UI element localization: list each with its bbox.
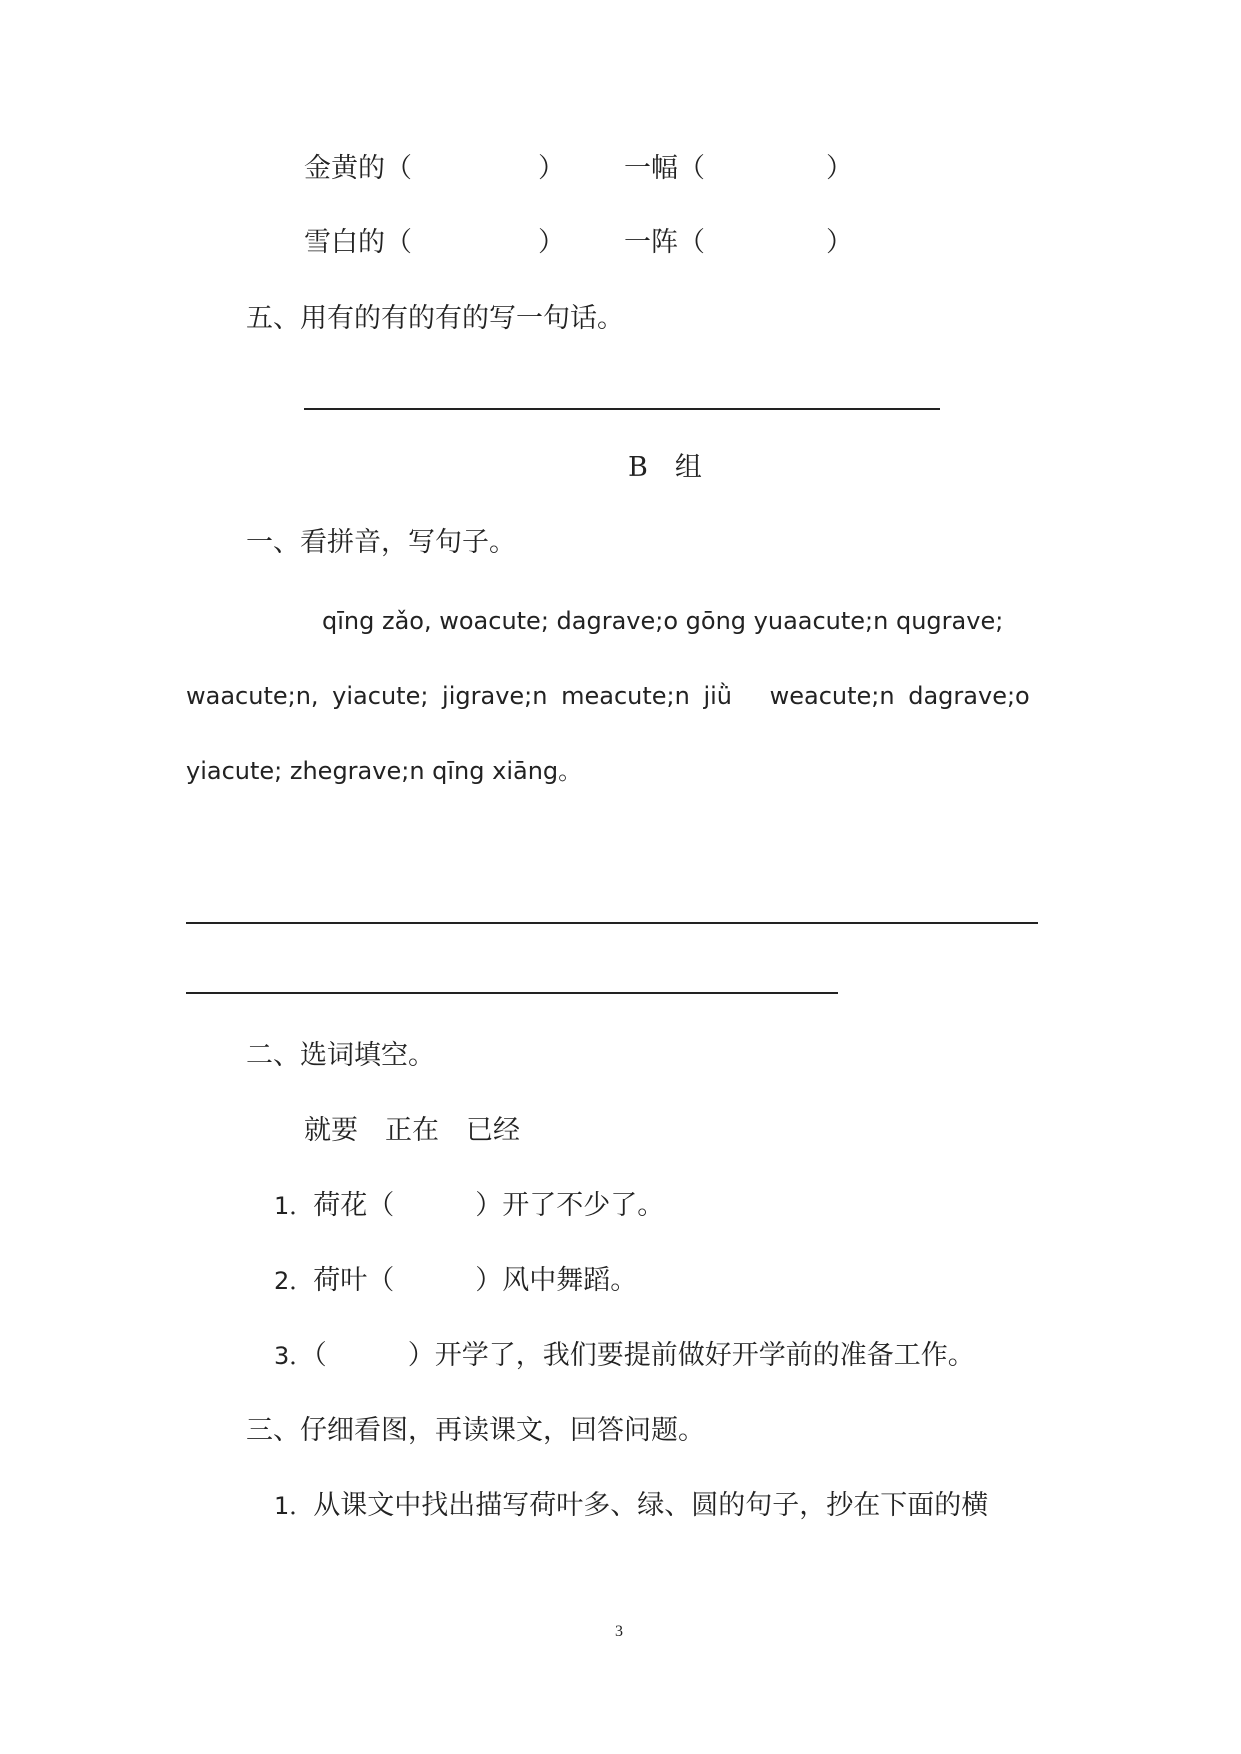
b2-item-1-text: 荷花（ ）开了不少了。 xyxy=(313,1190,665,1221)
b2-item-2-text: 荷叶（ ）风中舞蹈。 xyxy=(313,1265,638,1296)
answer-line-q5 xyxy=(304,408,940,410)
fill-item-right-1-text: 一幅（ xyxy=(624,153,705,184)
b2-item-2 xyxy=(274,1264,637,1298)
fill-item-right-2-close: ） xyxy=(826,227,853,258)
b3-item-1-text: 从课文中找出描写荷叶多、绿、圆的句子，抄在下面的横 xyxy=(313,1490,989,1521)
b3-heading: 三、仔细看图，再读课文，回答问题。 xyxy=(246,1415,705,1446)
fill-item-left-2 xyxy=(304,226,412,260)
q5-heading: 五、用有的有的有的写一句话。 xyxy=(246,303,624,334)
b2-item-2-num: 2． xyxy=(274,1267,314,1295)
fill-item-left-2-text: 雪白的（ xyxy=(304,227,412,258)
answer-line-b1-1 xyxy=(186,922,1038,924)
pinyin-line-3: yiacute; zhegrave;n qīng xiāng。 xyxy=(186,757,583,785)
fill-item-right-2-text: 一阵（ xyxy=(624,227,705,258)
fill-item-right-2 xyxy=(624,226,705,260)
fill-item-right-1 xyxy=(624,152,705,186)
b2-item-1-num: 1． xyxy=(274,1192,314,1220)
pinyin-line-1: qīng zǎo, woacute; dagrave;o gōng yuaacute;n qugrave; xyxy=(322,607,1004,635)
b1-heading: 一、看拼音，写句子。 xyxy=(246,527,516,558)
word-bank: 就要 正在 已经 xyxy=(304,1115,520,1146)
b2-item-1 xyxy=(274,1189,664,1223)
b2-item-3-text: （ ）开学了，我们要提前做好开学前的准备工作。 xyxy=(313,1340,975,1371)
page-number: 3 xyxy=(615,1623,623,1640)
b2-item-3 xyxy=(274,1339,975,1373)
b3-item-1-num: 1． xyxy=(274,1492,314,1520)
group-b-title: B 组 xyxy=(628,452,702,483)
fill-item-left-2-close: ） xyxy=(538,227,565,258)
fill-item-left-1-text: 金黄的（ xyxy=(304,153,412,184)
b2-item-3-num: 3． xyxy=(274,1342,314,1370)
pinyin-line-2: waacute;n, yiacute; jigrave;n meacute;n jiǜ weacute;n dagrave;o xyxy=(186,682,1030,710)
fill-item-left-1-close: ） xyxy=(538,153,565,184)
fill-item-right-1-close: ） xyxy=(826,153,853,184)
b3-item-1 xyxy=(274,1489,988,1523)
answer-line-b1-2 xyxy=(186,992,838,994)
b2-heading: 二、选词填空。 xyxy=(246,1040,435,1071)
fill-item-left-1 xyxy=(304,152,412,186)
